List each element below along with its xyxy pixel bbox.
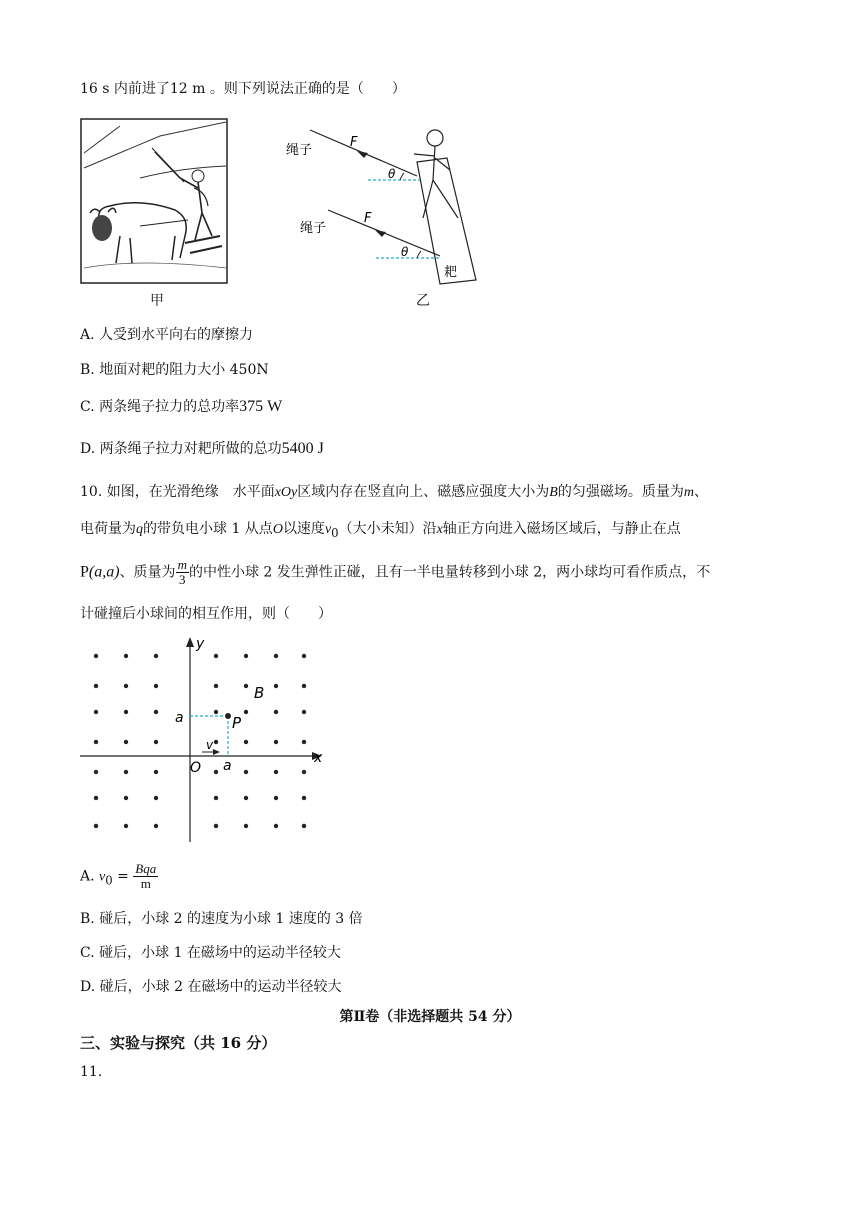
field-dot xyxy=(244,710,248,714)
section-2-title: 第Ⅱ卷（非选择题共 54 分） xyxy=(339,1009,521,1025)
field-dot xyxy=(274,796,278,800)
field-dot xyxy=(124,770,128,774)
angle-label-bottom: θ xyxy=(401,245,409,259)
field-dot xyxy=(302,684,306,688)
field-dot xyxy=(244,796,248,800)
q9-stem: 16 s 内前进了12 m 。则下列说法正确的是（ ） xyxy=(80,81,406,97)
q9-option-b: B. 地面对耙的阻力大小 450N xyxy=(80,362,269,378)
field-dot xyxy=(154,654,158,658)
field-dots xyxy=(94,654,306,828)
field-dot xyxy=(214,684,218,688)
field-dot xyxy=(302,654,306,658)
q10-stem-line3: P(a,a)、质量为 $\frac{m}{3}$ 的中性小球 2 发生弹性正碰，且有一半电量转移到小球 2，两小球均可看作质点，不 xyxy=(80,557,711,587)
tick-a-x: a xyxy=(223,758,232,774)
field-dot xyxy=(94,740,98,744)
field-dot xyxy=(274,684,278,688)
angle-label-top: θ xyxy=(388,167,396,181)
force-label-bottom: F xyxy=(364,211,372,226)
field-dot xyxy=(94,710,98,714)
field-dot xyxy=(124,654,128,658)
field-dot xyxy=(154,824,158,828)
field-dot xyxy=(274,654,278,658)
field-dot xyxy=(94,796,98,800)
q9-option-a: A. 人受到水平向右的摩擦力 xyxy=(80,327,254,343)
field-dot xyxy=(94,824,98,828)
point-p-label: P xyxy=(232,714,242,732)
rope-label-top: 绳子 xyxy=(286,143,313,158)
fig-jia-ox-plough-illustration xyxy=(80,118,228,286)
section-3-title: 三、实验与探究（共 16 分） xyxy=(80,1034,277,1052)
field-dot xyxy=(214,770,218,774)
field-dot xyxy=(124,796,128,800)
origin-label: O xyxy=(190,760,202,776)
field-dot xyxy=(244,684,248,688)
field-dot xyxy=(154,770,158,774)
field-dot xyxy=(302,740,306,744)
point-p-marker xyxy=(225,713,231,719)
field-dot xyxy=(244,654,248,658)
q10-stem-line4: 计碰撞后小球间的相互作用，则（ ） xyxy=(80,606,332,622)
field-dot xyxy=(124,824,128,828)
force-label-top: F xyxy=(350,135,358,150)
field-dot xyxy=(154,710,158,714)
tick-a-y: a xyxy=(175,710,184,726)
field-dot xyxy=(94,684,98,688)
q10-option-d: D. 碰后，小球 2 在磁场中的运动半径较大 xyxy=(80,979,342,995)
field-dot xyxy=(274,824,278,828)
field-dot xyxy=(94,770,98,774)
field-dot xyxy=(302,824,306,828)
q10-stem-line1: 10. 如图，在光滑绝缘 水平面xOy区域内存在竖直向上、磁感应强度大小为B的匀强磁场。质量为m、 xyxy=(80,484,708,500)
q10-option-c: C. 碰后，小球 1 在磁场中的运动半径较大 xyxy=(80,945,341,961)
field-dot xyxy=(94,654,98,658)
fig-yi-force-diagram xyxy=(280,118,500,290)
rope-label-bottom: 绳子 xyxy=(300,221,327,236)
field-dot xyxy=(274,740,278,744)
field-dot xyxy=(274,710,278,714)
field-dot xyxy=(124,684,128,688)
field-dot xyxy=(244,824,248,828)
fig-magnetic-field xyxy=(78,632,328,852)
field-dot xyxy=(154,684,158,688)
q10-stem-line2: 电荷量为q的带负电小球 1 从点O以速度$v_0$（大小未知）沿x轴正方向进入磁场区域后，与静止在点 xyxy=(80,521,681,540)
field-dot xyxy=(302,710,306,714)
q9-option-d: D. 两条绳子拉力对耙所做的总功5400 J xyxy=(80,440,324,457)
fig-yi-caption: 乙 xyxy=(416,293,430,309)
field-dot xyxy=(302,770,306,774)
q11-number: 11. xyxy=(80,1064,103,1080)
field-dot xyxy=(124,710,128,714)
field-label: B xyxy=(254,684,265,702)
x-axis-label: x xyxy=(314,750,323,766)
q9-option-c: C. 两条绳子拉力的总功率375 W xyxy=(80,398,283,415)
field-dot xyxy=(274,770,278,774)
q10-option-a: A. $v_0$ = $\frac{\text{Bqa}}{m}$ xyxy=(80,861,157,891)
field-dot xyxy=(214,824,218,828)
q10-option-b: B. 碰后，小球 2 的速度为小球 1 速度的 3 倍 xyxy=(80,911,363,927)
person-head xyxy=(427,130,443,146)
field-dot xyxy=(124,740,128,744)
velocity-label: v xyxy=(206,738,214,752)
field-dot xyxy=(154,796,158,800)
fig-jia-caption: 甲 xyxy=(150,293,164,309)
field-dot xyxy=(244,740,248,744)
field-dot xyxy=(302,796,306,800)
field-dot xyxy=(244,770,248,774)
field-dot xyxy=(214,740,218,744)
field-dot xyxy=(214,796,218,800)
field-dot xyxy=(214,654,218,658)
harrow-label: 耙 xyxy=(444,265,458,280)
field-dot xyxy=(214,710,218,714)
field-dot xyxy=(154,740,158,744)
y-axis-label: y xyxy=(196,636,205,652)
